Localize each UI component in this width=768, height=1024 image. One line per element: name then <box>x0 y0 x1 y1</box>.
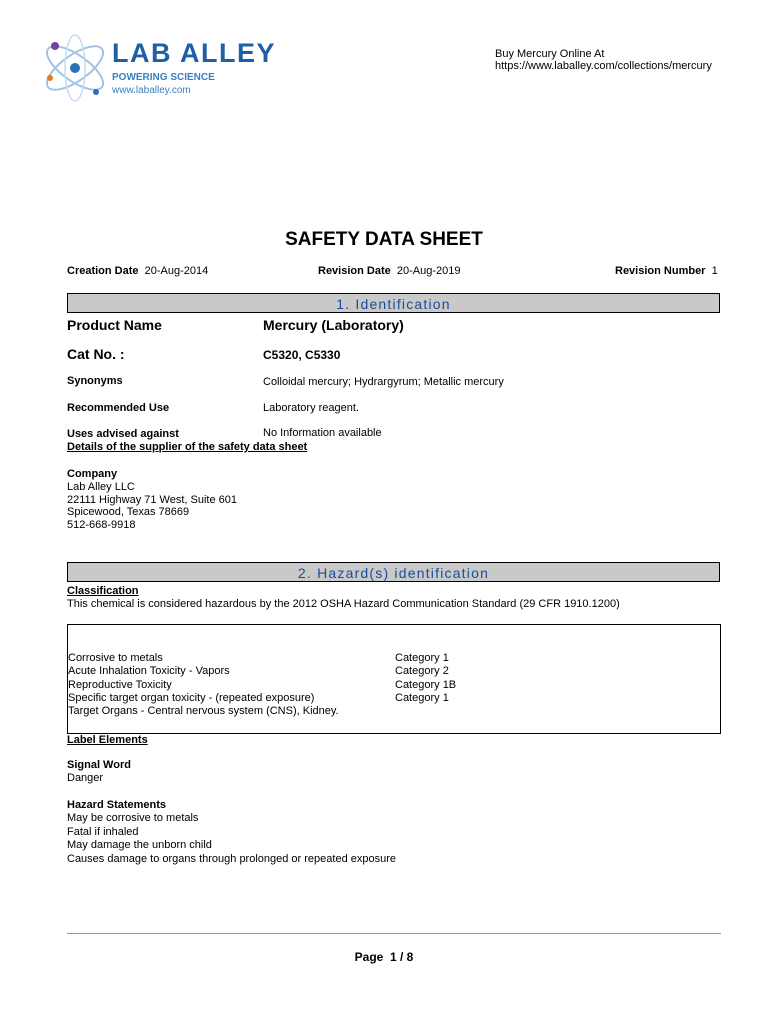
revision-date-value: 20-Aug-2019 <box>396 265 461 277</box>
hazard-name: Specific target organ toxicity - (repeated exposure) <box>68 692 315 704</box>
revision-number <box>615 265 718 277</box>
document-title: SAFETY DATA SHEET <box>285 229 483 250</box>
creation-date-value: 20-Aug-2014 <box>144 265 209 277</box>
recommended-use-value: Laboratory reagent. <box>263 402 360 414</box>
cat-no-value: C5320, C5330 <box>263 348 341 362</box>
uses-against-value: No Information available <box>263 427 382 439</box>
hazard-statements-label: Hazard Statements <box>67 799 167 811</box>
revision-number-label: Revision Number <box>615 265 706 277</box>
creation-date-label: Creation Date <box>67 265 139 277</box>
synonyms-label: Synonyms <box>67 375 123 387</box>
company-address <box>67 481 237 531</box>
logo-title: LAB ALLEY <box>112 38 276 68</box>
supplier-heading: Details of the supplier of the safety data sheet <box>67 441 308 453</box>
cat-no-label: Cat No. : <box>67 346 125 362</box>
classification-label: Classification <box>67 585 139 597</box>
page-number <box>0 950 768 964</box>
company-phone: 512-668-9918 <box>67 518 136 531</box>
buy-notice <box>495 48 712 72</box>
hazard-category: Category 2 <box>395 665 449 677</box>
hazard-name: Target Organs - Central nervous system (CNS), Kidney. <box>68 705 339 717</box>
hazard-category: Category 1B <box>395 679 457 691</box>
revision-date <box>318 265 460 277</box>
section-2-heading: 2. Hazard(s) identification <box>67 562 720 582</box>
hazard-statement: Fatal if inhaled <box>67 825 139 838</box>
hazard-statement: May damage the unborn child <box>67 839 212 851</box>
atom-icon <box>38 26 113 110</box>
hazard-name: Corrosive to metals <box>68 652 163 664</box>
signal-word-value: Danger <box>67 772 104 784</box>
hazard-statement: May be corrosive to metals <box>67 812 199 824</box>
hazard-name: Reproductive Toxicity <box>68 679 172 691</box>
logo-tagline: POWERING SCIENCE <box>112 72 215 83</box>
company-label: Company <box>67 468 118 480</box>
signal-word-label: Signal Word <box>67 759 131 771</box>
revision-number-value: 1 <box>711 265 718 277</box>
company-line: Spicewood, Texas 78669 <box>67 506 190 518</box>
classification-text: This chemical is considered hazardous by the 2012 OSHA Hazard Communication Standard (29 CFR 1910.1200) <box>67 598 620 610</box>
hazard-category: Category 1 <box>395 692 449 704</box>
product-name-value: Mercury (Laboratory) <box>263 317 404 333</box>
revision-date-label: Revision Date <box>318 265 391 277</box>
hazard-statements-list <box>67 812 396 866</box>
buy-line: Buy Mercury Online At <box>495 48 605 60</box>
section-1-heading: 1. Identification <box>67 293 720 313</box>
page-value: 1 / 8 <box>390 950 414 964</box>
creation-date <box>67 265 208 277</box>
uses-against-label: Uses advised against <box>67 428 179 440</box>
hazard-category: Category 1 <box>395 652 449 664</box>
hazard-statement: Causes damage to organs through prolonged or repeated exposure <box>67 852 397 865</box>
product-name-label: Product Name <box>67 317 162 333</box>
footer-divider <box>67 933 721 934</box>
hazard-name: Acute Inhalation Toxicity - Vapors <box>68 665 230 677</box>
synonyms-value: Colloidal mercury; Hydrargyrum; Metallic mercury <box>263 376 504 388</box>
company-line: Lab Alley LLC <box>67 481 135 493</box>
page-label: Page <box>354 950 384 964</box>
company-line: 22111 Highway 71 West, Suite 601 <box>67 493 237 506</box>
logo-url[interactable]: www.laballey.com <box>112 85 191 96</box>
recommended-use-label: Recommended Use <box>67 402 170 414</box>
buy-link[interactable]: https://www.laballey.com/collections/mercury <box>495 60 712 72</box>
label-elements-heading: Label Elements <box>67 734 148 746</box>
